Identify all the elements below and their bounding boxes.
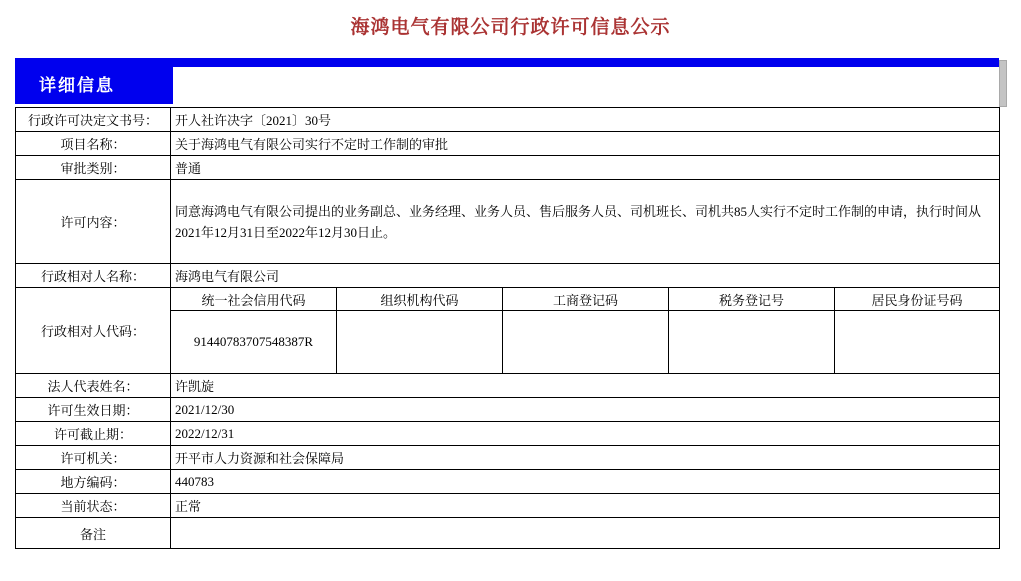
table-row-remark bbox=[16, 518, 1000, 549]
table-row bbox=[16, 108, 1000, 132]
field-label: 许可机关： bbox=[16, 446, 171, 470]
scrollbar-thumb[interactable] bbox=[999, 60, 1007, 107]
field-value: 440783 bbox=[171, 470, 1000, 494]
field-label: 行政许可决定文书号： bbox=[16, 108, 171, 132]
code-value-tax bbox=[669, 311, 835, 374]
page-title: 海鸿电气有限公司行政许可信息公示 bbox=[350, 17, 671, 38]
field-label: 许可生效日期： bbox=[16, 398, 171, 422]
code-value-org bbox=[337, 311, 503, 374]
code-column-header: 组织机构代码 bbox=[337, 288, 503, 311]
table-row-license-content bbox=[16, 180, 1000, 264]
field-label: 备注 bbox=[16, 518, 171, 549]
table-row bbox=[16, 156, 1000, 180]
code-value-id bbox=[835, 311, 1000, 374]
table-row bbox=[16, 264, 1000, 288]
field-value: 海鸿电气有限公司 bbox=[171, 264, 1000, 288]
field-value: 2021/12/30 bbox=[171, 398, 1000, 422]
section-header-band bbox=[15, 58, 999, 104]
code-value-unified-social-credit: 91440783707548387R bbox=[171, 311, 337, 374]
field-value: 同意海鸿电气有限公司提出的业务副总、业务经理、业务人员、售后服务人员、司机班长、司机共85人实行不定时工作制的申请，执行时间从2021年12月31日至2022年12月30日止。 bbox=[171, 180, 1000, 264]
table-row bbox=[16, 446, 1000, 470]
field-value: 正常 bbox=[171, 494, 1000, 518]
table-row-code-header bbox=[16, 288, 1000, 311]
table-row bbox=[16, 132, 1000, 156]
field-label: 法人代表姓名： bbox=[16, 374, 171, 398]
table-row bbox=[16, 374, 1000, 398]
field-label: 行政相对人名称： bbox=[16, 264, 171, 288]
field-label: 项目名称： bbox=[16, 132, 171, 156]
header-row bbox=[15, 67, 999, 104]
field-label: 许可截止期： bbox=[16, 422, 171, 446]
table-row bbox=[16, 494, 1000, 518]
field-value: 关于海鸿电气有限公司实行不定时工作制的审批 bbox=[171, 132, 1000, 156]
field-label: 地方编码： bbox=[16, 470, 171, 494]
license-info-table bbox=[15, 107, 1000, 549]
field-value: 开人社许决字〔2021〕30号 bbox=[171, 108, 1000, 132]
field-value: 普通 bbox=[171, 156, 1000, 180]
section-header-label: 详细信息 bbox=[15, 67, 173, 104]
code-column-header: 税务登记号 bbox=[669, 288, 835, 311]
table-row bbox=[16, 422, 1000, 446]
table-row bbox=[16, 470, 1000, 494]
code-value-business bbox=[503, 311, 669, 374]
code-column-header: 工商登记码 bbox=[503, 288, 669, 311]
field-value: 2022/12/31 bbox=[171, 422, 1000, 446]
code-column-header: 居民身份证号码 bbox=[835, 288, 1000, 311]
field-value bbox=[171, 518, 1000, 549]
field-label: 行政相对人代码： bbox=[16, 288, 171, 374]
field-label: 审批类别： bbox=[16, 156, 171, 180]
code-column-header: 统一社会信用代码 bbox=[171, 288, 337, 311]
field-value: 许凯旋 bbox=[171, 374, 1000, 398]
header-top-strip bbox=[15, 58, 999, 67]
field-value: 开平市人力资源和社会保障局 bbox=[171, 446, 1000, 470]
table-row bbox=[16, 398, 1000, 422]
field-label: 许可内容： bbox=[16, 180, 171, 264]
field-label: 当前状态： bbox=[16, 494, 171, 518]
